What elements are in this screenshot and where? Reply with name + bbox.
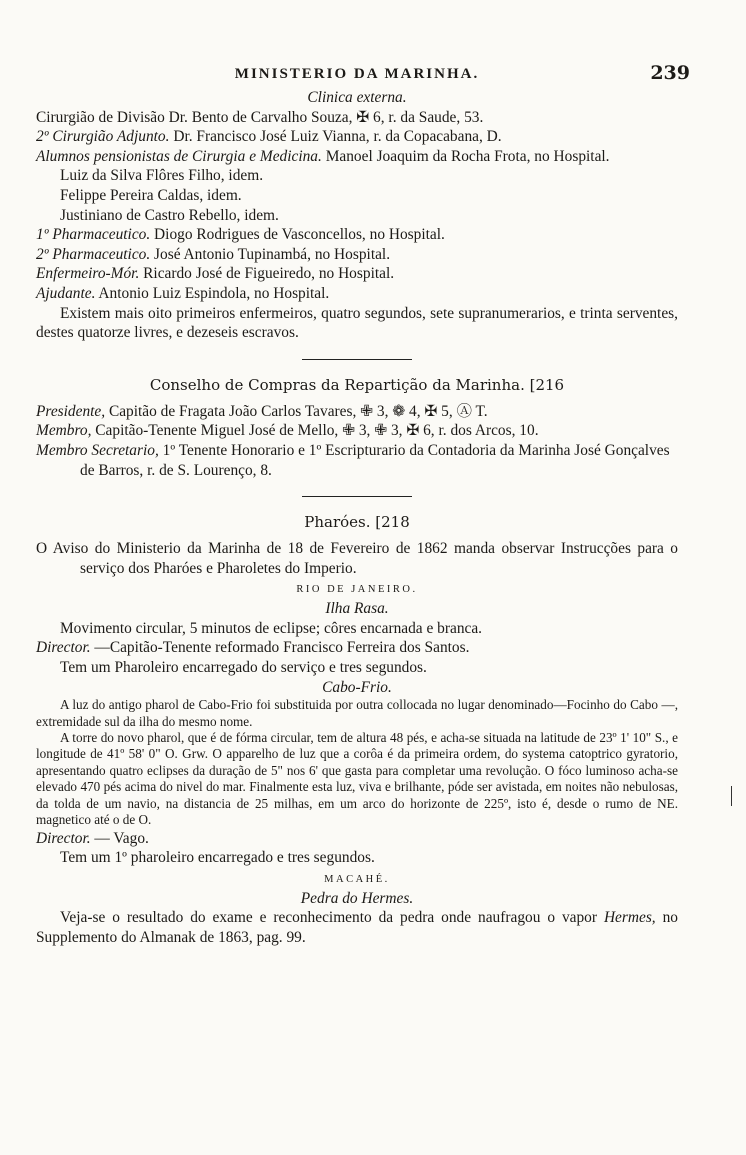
clinica-line-11: Existem mais oito primeiros enfermeiros, quatro segundos, sete supranumerarios, e trinta serventes, destes quatorze livres, e dezeseis escravos.: [36, 304, 678, 342]
pharoes-intro: O Aviso do Ministerio da Marinha de 18 de Fevereiro de 1862 manda observar Instrucções para o serviço dos Pharóes e Pharoletes do Imperio.: [36, 540, 678, 577]
subsection-title: [36, 889, 678, 909]
role-label: Membro,: [36, 422, 92, 440]
region-heading-macahe: MACAHÉ.: [324, 873, 390, 885]
clinica-line-9: [36, 264, 678, 284]
section-title-conselho: Conselho de Compras da Repartição da Marinha. [216: [149, 375, 565, 394]
role-label: Enfermeiro-Mór.: [36, 265, 140, 283]
role-label: Ajudante.: [36, 284, 96, 302]
clinica-line-5: Felippe Pereira Caldas, idem.: [60, 186, 242, 204]
entry-text: Capitão de Fragata João Carlos Tavares, ✙ 3, ❁ 4, ✠ 5, Ⓐ T.: [105, 402, 488, 420]
entry-text: Manoel Joaquim da Rocha Frota, no Hospital.: [321, 147, 610, 165]
running-title: MINISTERIO DA MARINHA.: [234, 66, 480, 82]
clinica-line-3: [36, 147, 678, 167]
conselho-line-2: [36, 421, 678, 441]
clinica-title: Clinica externa.: [307, 89, 407, 106]
role-label: 2º Pharmaceutico.: [36, 245, 151, 263]
subsection-title: [36, 599, 678, 619]
entry-text: Ricardo José de Figueiredo, no Hospital.: [139, 265, 395, 283]
clinica-line-1: Cirurgião de Divisão Dr. Bento de Carvalho Souza, ✠ 6, r. da Saude, 53.: [36, 108, 484, 126]
hermes-text-a: Veja-se o resultado do exame e reconhecimento da pedra onde naufragou o vapor: [60, 909, 604, 927]
region-heading: RIO DE JANEIRO.: [296, 584, 418, 596]
cabo-paragraph-1: A luz do antigo pharol de Cabo-Frio foi substituida por outra collocada no lugar denominado—Focinho do Cabo —, extremidade sul da ilha do mesmo nome.: [36, 697, 678, 729]
hermes-paragraph: [36, 908, 678, 947]
rasa-line-1: Movimento circular, 5 minutos de eclipse; côres encarnada e branca.: [60, 619, 483, 637]
clinica-line-4: Luiz da Silva Flôres Filho, idem.: [60, 167, 264, 185]
role-label: Director.: [36, 639, 91, 657]
role-label: Presidente,: [36, 402, 106, 420]
entry-text: Diogo Rodrigues de Vasconcellos, no Hospital.: [150, 226, 445, 244]
subsection-title: [36, 678, 678, 698]
rasa-line-3: Tem um Pharoleiro encarregado do serviço e tres segundos.: [60, 659, 427, 677]
role-label: Director.: [36, 829, 91, 847]
role-label: 2º Cirurgião Adjunto.: [36, 128, 170, 146]
margin-mark: [731, 786, 733, 806]
section-divider: [302, 496, 412, 497]
hermes-ship-name: Hermes,: [603, 909, 656, 927]
role-label: 1º Pharmaceutico.: [36, 226, 151, 244]
role-label: Alumnos pensionistas de Cirurgia e Medicina.: [36, 147, 322, 165]
entry-text: — Vago.: [90, 829, 149, 847]
clinica-line-10: [36, 284, 678, 304]
running-head: [36, 62, 690, 88]
entry-text: José Antonio Tupinambá, no Hospital.: [150, 245, 391, 263]
section-divider: [302, 359, 412, 360]
pedra-hermes-title: Pedra do Hermes.: [300, 889, 414, 907]
cabo-line-3: Tem um 1º pharoleiro encarregado e tres segundos.: [60, 849, 375, 867]
entry-text: Capitão-Tenente Miguel José de Mello, ✙ 3, ✙ 3, ✠ 6, r. dos Arcos, 10.: [91, 422, 539, 440]
clinica-line-7: [36, 225, 678, 245]
entry-text: Antonio Luiz Espindola, no Hospital.: [95, 284, 330, 302]
clinica-line-8: [36, 245, 678, 265]
cabo-paragraph-2: A torre do novo pharol, que é de fórma circular, tem de altura 48 pés, e acha-se situada na latitude de 23º 1' 10" S., e longitude de 41º 58' 0" O. Grw. O apparelho de luz que a corôa é da primeira ordem, do systema catoptrico gyratorio, apresentando quatro eclipses da duração de 5" nos 6' que gasta para completar uma revolução. O fóco luminoso acha-se elevado 470 pés acima do nivel do mar. Finalmente esta luz, viva e brilhante, póde ser avistada, em noites não nebulosas, da tolda de um navio, na distancia de 25 milhas, em um arco do horizonte de 225º, isto é, desde o rumo de NE. magnetico até o de O.: [36, 730, 678, 828]
entry-text: Dr. Francisco José Luiz Vianna, r. da Copacabana, D.: [169, 128, 502, 146]
clinica-line-6: Justiniano de Castro Rebello, idem.: [60, 206, 279, 224]
role-label: Membro Secretario,: [36, 441, 159, 459]
entry-text: —Capitão-Tenente reformado Francisco Ferreira dos Santos.: [90, 639, 470, 657]
clinica-line-2: [36, 127, 678, 147]
hermes-text-b: no Supplemento do Almanak de 1863, pag. 99.: [36, 909, 678, 946]
entry-text: 1º Tenente Honorario e 1º Escripturario da Contadoria da Marinha José Gonçalves de Barros, r. de S. Lourenço, 8.: [80, 441, 670, 479]
cabo-director-line: [36, 829, 678, 849]
rasa-line-2: [36, 638, 678, 658]
page-number: 239: [650, 62, 690, 84]
section-title-clinica: [36, 88, 678, 108]
section-title-pharoes: Pharóes. [218: [304, 513, 410, 532]
conselho-line-1: [36, 402, 678, 422]
ilha-rasa-title: Ilha Rasa.: [325, 600, 389, 618]
cabo-frio-title: Cabo-Frio.: [322, 678, 392, 696]
conselho-line-3: [36, 441, 678, 480]
